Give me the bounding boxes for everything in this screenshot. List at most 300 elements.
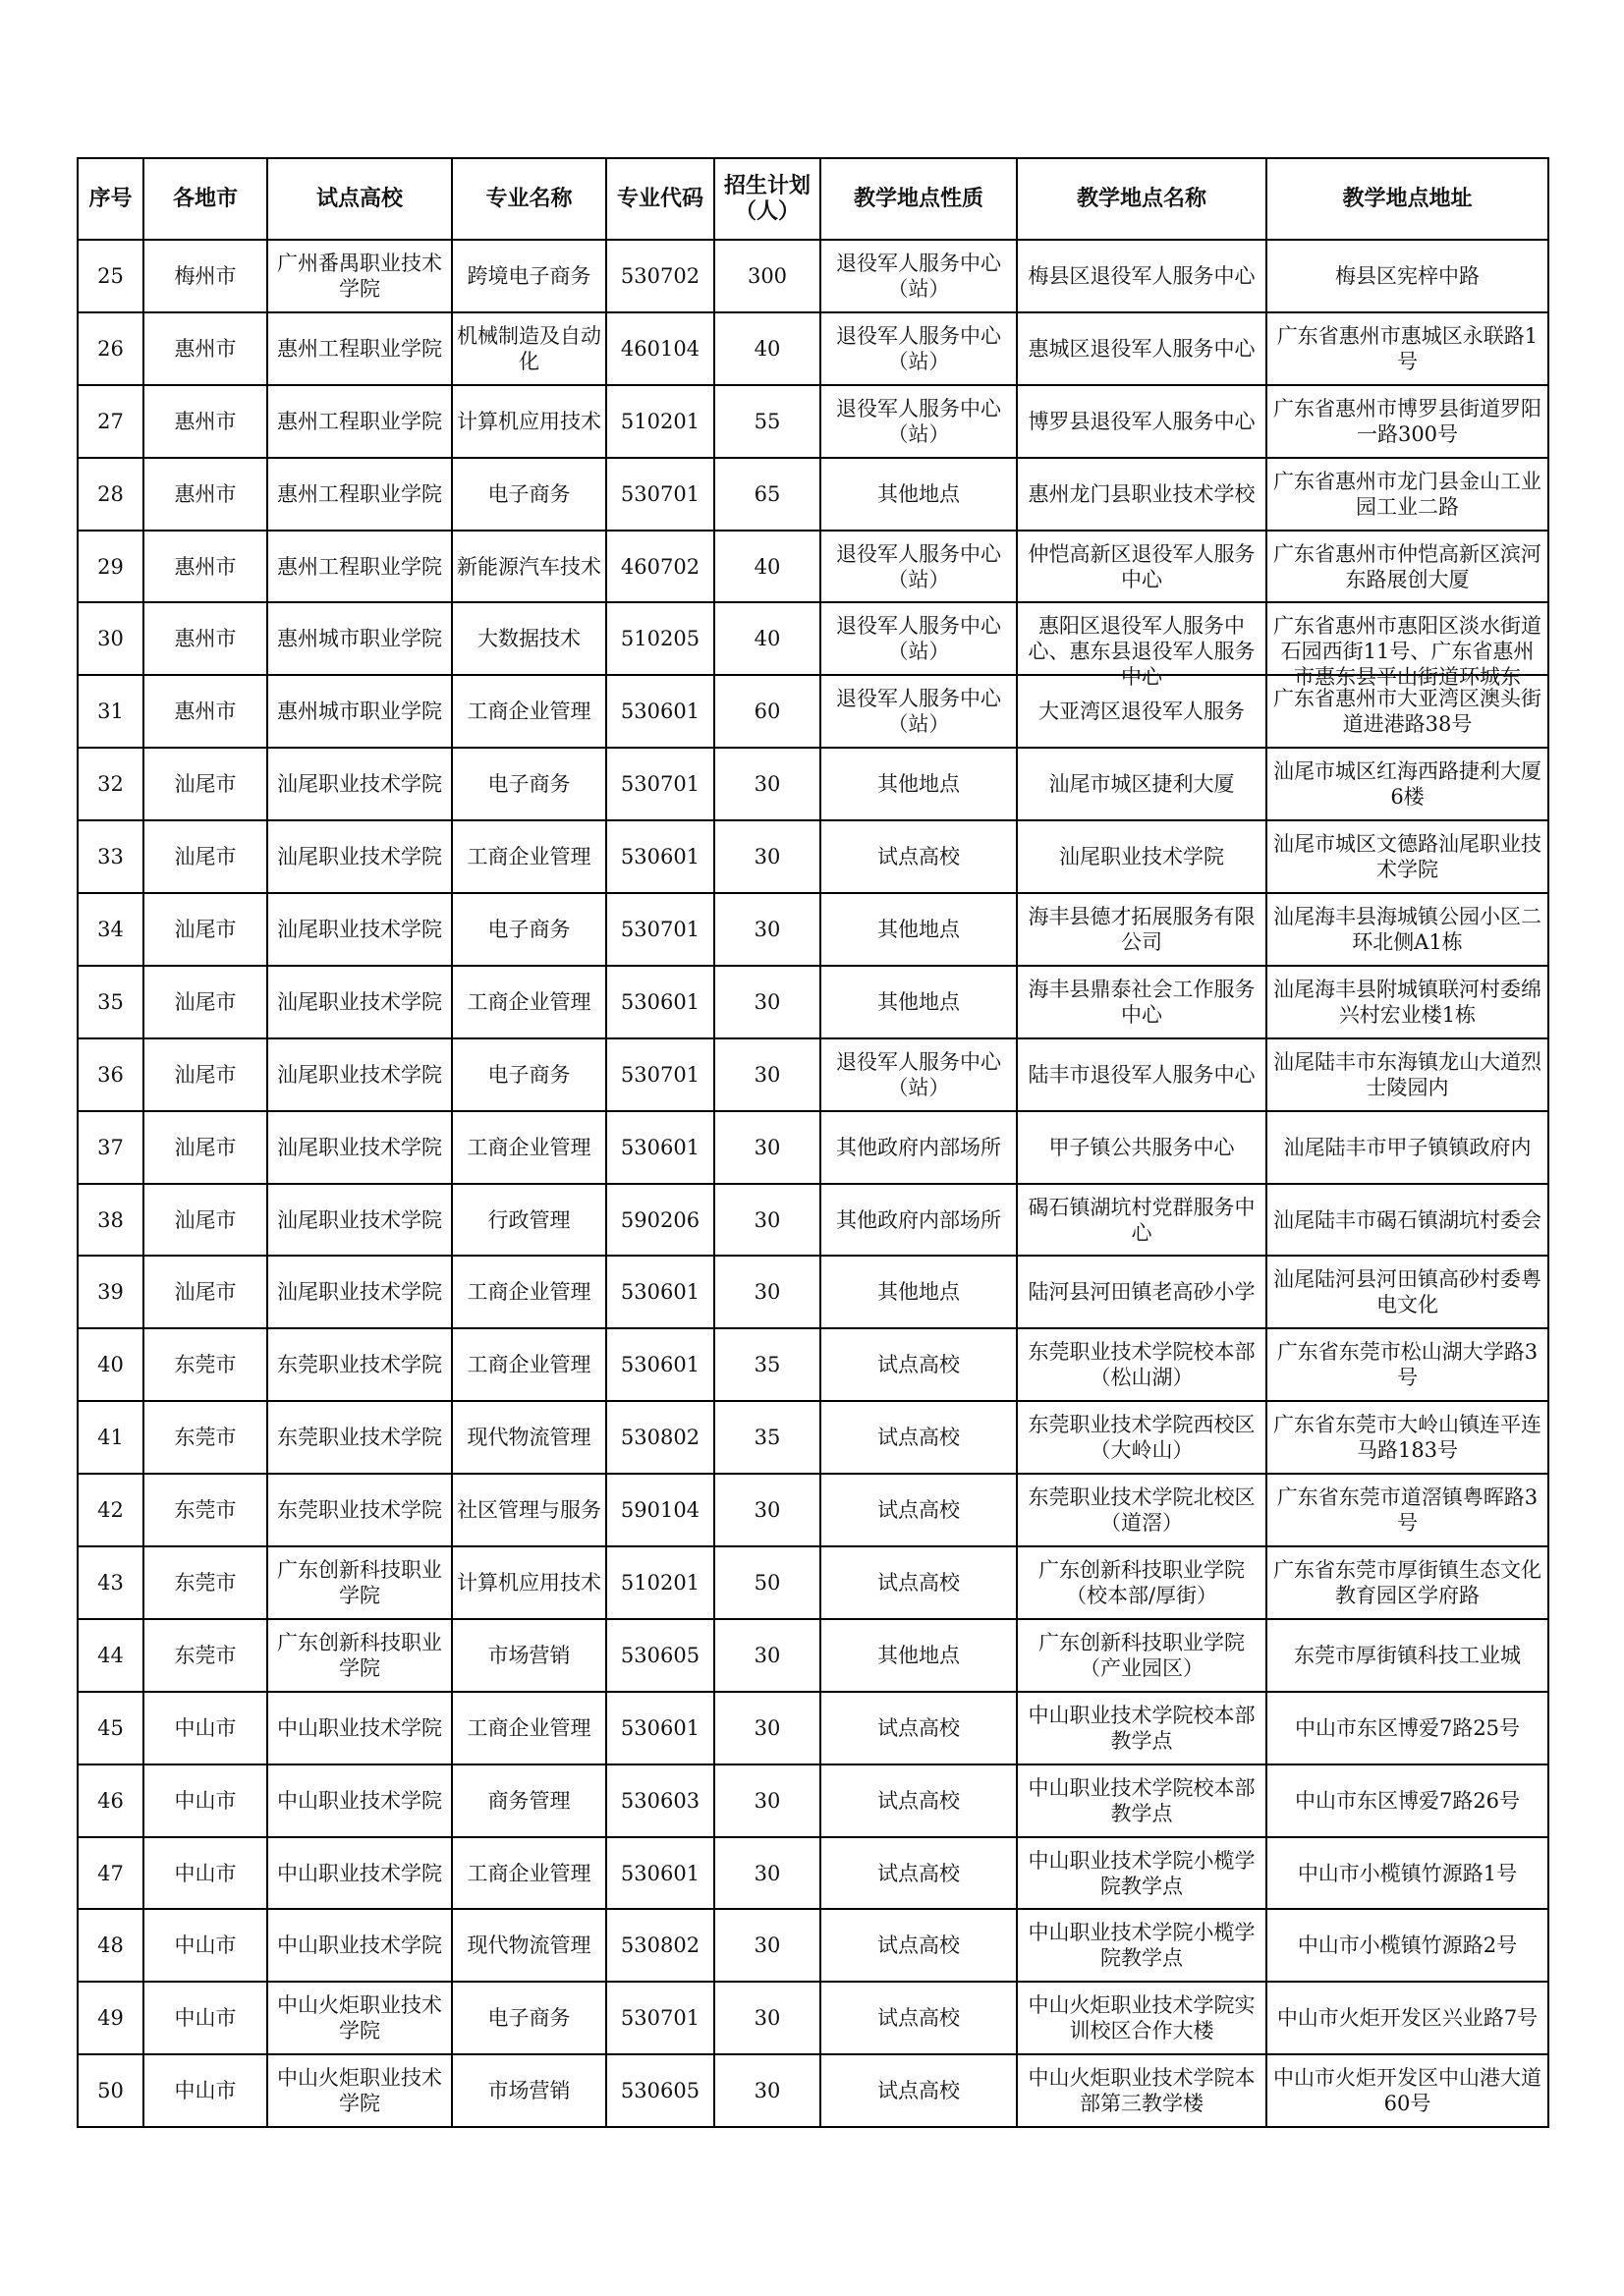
- cell-site-name: [1017, 312, 1266, 385]
- header-major-name: 专业名称: [452, 158, 606, 240]
- cell-site-name: [1017, 602, 1266, 690]
- cell-text: 汕尾市: [174, 1062, 237, 1087]
- cell-city: [143, 1184, 267, 1257]
- cell-text: 530601: [620, 989, 700, 1014]
- cell-seq: [78, 385, 143, 458]
- cell-text: 退役军人服务中心（站）: [836, 687, 1001, 737]
- cell-text: 退役军人服务中心（站）: [836, 1049, 1001, 1099]
- cell-text: 汕尾陆河县河田镇高砂村委粤电文化: [1273, 1267, 1541, 1317]
- table-row: [78, 1038, 1548, 1111]
- cell-text: 东莞职业技术学院: [277, 1353, 442, 1377]
- cell-text: 590104: [620, 1498, 700, 1523]
- cell-text: 510205: [620, 627, 700, 651]
- cell-text: 30: [754, 1498, 781, 1523]
- cell-city: [143, 820, 267, 893]
- cell-text: 中山市东区博爱7路26号: [1294, 1788, 1521, 1813]
- cell-site-address: [1266, 1256, 1548, 1328]
- header-pilot-college: 试点高校: [267, 158, 452, 240]
- cell-text: 530701: [620, 917, 700, 941]
- cell-text: 中山市小榄镇竹源路2号: [1297, 1933, 1518, 1958]
- cell-text: 26: [97, 336, 124, 361]
- cell-text: 30: [754, 989, 781, 1014]
- cell-site-type: [820, 312, 1017, 385]
- cell-site-type: [820, 1837, 1017, 1910]
- cell-text: 广东省东莞市大岭山镇连平连马路183号: [1273, 1413, 1541, 1463]
- cell-city: [143, 748, 267, 820]
- cell-text: 工商企业管理: [467, 1861, 591, 1885]
- cell-major-code: [606, 1401, 714, 1474]
- cell-city: [143, 1909, 267, 1982]
- cell-site-name: [1017, 240, 1266, 312]
- cell-site-type: [820, 1256, 1017, 1328]
- cell-seq: [78, 1256, 143, 1328]
- header-seq: 序号: [78, 158, 143, 240]
- cell-text: 30: [754, 1861, 781, 1885]
- cell-text: 30: [754, 1643, 781, 1667]
- cell-text: 38: [97, 1207, 124, 1232]
- cell-text: 广东省惠州市惠城区永联路1号: [1276, 323, 1539, 373]
- cell-major-name: [452, 1401, 606, 1474]
- cell-text: 530601: [620, 1353, 700, 1377]
- cell-site-address: [1266, 1111, 1548, 1184]
- cell-text: 退役军人服务中心（站）: [836, 396, 1001, 446]
- cell-text: 汕尾市: [174, 845, 237, 869]
- cell-pilot-college: [267, 1474, 452, 1546]
- cell-site-name: [1017, 1111, 1266, 1184]
- header-site-address: 教学地点地址: [1266, 158, 1548, 240]
- cell-text: 其他政府内部场所: [836, 1135, 1001, 1159]
- cell-text: 中山职业技术学院: [277, 1861, 442, 1885]
- table-row: [78, 893, 1548, 966]
- cell-seq: [78, 1546, 143, 1619]
- cell-site-type: [820, 1328, 1017, 1401]
- cell-text: 试点高校: [877, 1498, 960, 1523]
- cell-pilot-college: [267, 1256, 452, 1328]
- cell-seq: [78, 820, 143, 893]
- cell-text: 东莞市: [174, 1426, 237, 1450]
- cell-major-name: [452, 2054, 606, 2127]
- cell-text: 中山职业技术学院: [277, 1788, 442, 1813]
- cell-site-name: [1017, 1837, 1266, 1910]
- cell-enroll-plan: [714, 240, 820, 312]
- cell-text: 现代物流管理: [467, 1426, 591, 1450]
- cell-text: 530802: [620, 1933, 700, 1958]
- cell-major-name: [452, 1982, 606, 2054]
- cell-text: 电子商务: [487, 917, 571, 941]
- cell-text: 工商企业管理: [467, 1353, 591, 1377]
- cell-enroll-plan: [714, 1111, 820, 1184]
- cell-text: 其他地点: [877, 481, 960, 506]
- cell-site-type: [820, 531, 1017, 603]
- cell-text: 30: [754, 1062, 781, 1087]
- cell-site-address: [1266, 2054, 1548, 2127]
- cell-text: 530802: [620, 1426, 700, 1450]
- table-row: [78, 1619, 1548, 1692]
- cell-city: [143, 1837, 267, 1910]
- cell-text: 中山市小榄镇竹源路1号: [1297, 1861, 1518, 1885]
- cell-enroll-plan: [714, 1619, 820, 1692]
- table-row: [78, 1328, 1548, 1401]
- cell-pilot-college: [267, 2054, 452, 2127]
- cell-city: [143, 1256, 267, 1328]
- cell-text: 40: [754, 554, 781, 579]
- table-body: [78, 240, 1548, 2127]
- table-row: [78, 1764, 1548, 1837]
- cell-text: 30: [754, 1715, 781, 1740]
- cell-site-name: [1017, 1909, 1266, 1982]
- cell-text: 梅州市: [174, 263, 237, 288]
- cell-text: 中山市东区博爱7路25号: [1294, 1715, 1521, 1740]
- cell-city: [143, 1619, 267, 1692]
- table-row: [78, 1909, 1548, 1982]
- cell-enroll-plan: [714, 312, 820, 385]
- header-major-code: 专业代码: [606, 158, 714, 240]
- cell-site-type: [820, 458, 1017, 531]
- table-row: [78, 1837, 1548, 1910]
- cell-pilot-college: [267, 675, 452, 748]
- cell-text: 海丰县鼎泰社会工作服务中心: [1028, 977, 1256, 1027]
- cell-site-type: [820, 602, 1017, 675]
- cell-major-code: [606, 1038, 714, 1111]
- cell-major-code: [606, 820, 714, 893]
- cell-text: 590206: [620, 1207, 700, 1232]
- cell-text: 电子商务: [487, 772, 571, 797]
- cell-text: 中山市火炬开发区中山港大道60号: [1273, 2066, 1541, 2116]
- cell-enroll-plan: [714, 1184, 820, 1257]
- cell-text: 试点高校: [877, 1570, 960, 1595]
- cell-text: 广州番禺职业技术学院: [277, 251, 442, 301]
- cell-text: 55: [754, 409, 781, 433]
- cell-text: 36: [97, 1062, 124, 1087]
- cell-pilot-college: [267, 1328, 452, 1401]
- cell-text: 中山市: [174, 1933, 237, 1958]
- cell-text: 50: [754, 1570, 781, 1595]
- cell-text: 东莞市: [174, 1498, 237, 1523]
- cell-text: 中山市: [174, 1715, 237, 1740]
- cell-site-name: [1017, 531, 1266, 603]
- cell-text: 汕尾市城区文德路汕尾职业技术学院: [1273, 832, 1541, 882]
- cell-enroll-plan: [714, 1909, 820, 1982]
- cell-site-type: [820, 1546, 1017, 1619]
- table-row: [78, 1692, 1548, 1764]
- cell-pilot-college: [267, 1111, 452, 1184]
- cell-text: 惠城区退役军人服务中心: [1028, 336, 1256, 361]
- cell-city: [143, 240, 267, 312]
- cell-city: [143, 1111, 267, 1184]
- cell-text: 工商企业管理: [467, 989, 591, 1014]
- cell-text: 30: [754, 1280, 781, 1305]
- cell-city: [143, 1692, 267, 1764]
- cell-text: 广东省东莞市松山湖大学路3号: [1276, 1340, 1539, 1390]
- cell-enroll-plan: [714, 1256, 820, 1328]
- cell-text: 汕尾市: [174, 917, 237, 941]
- cell-text: 530601: [620, 1715, 700, 1740]
- cell-text: 45: [97, 1715, 124, 1740]
- cell-text: 其他政府内部场所: [836, 1207, 1001, 1232]
- cell-site-address: [1266, 820, 1548, 893]
- cell-text: 汕尾海丰县附城镇联河村委绵兴村宏业楼1栋: [1273, 977, 1541, 1027]
- cell-text: 电子商务: [487, 2006, 571, 2031]
- cell-text: 40: [97, 1353, 124, 1377]
- cell-major-name: [452, 1619, 606, 1692]
- cell-text: 惠州市: [174, 700, 237, 724]
- table-row: [78, 966, 1548, 1038]
- cell-enroll-plan: [714, 966, 820, 1038]
- cell-text: 东莞职业技术学院: [277, 1426, 442, 1450]
- cell-text: 惠州工程职业学院: [277, 481, 442, 506]
- cell-site-address: [1266, 1619, 1548, 1692]
- cell-text: 东莞职业技术学院: [277, 1498, 442, 1523]
- cell-seq: [78, 748, 143, 820]
- cell-text: 中山火炬职业技术学院: [277, 2066, 442, 2116]
- cell-text: 30: [754, 2006, 781, 2031]
- cell-pilot-college: [267, 1184, 452, 1257]
- cell-text: 汕尾陆丰市碣石镇湖坑村委会: [1273, 1207, 1541, 1232]
- cell-text: 30: [754, 1788, 781, 1813]
- cell-seq: [78, 1909, 143, 1982]
- cell-major-code: [606, 1256, 714, 1328]
- table-row: [78, 312, 1548, 385]
- cell-text: 510201: [620, 1570, 700, 1595]
- cell-site-name: [1017, 1546, 1266, 1619]
- cell-text: 行政管理: [487, 1207, 571, 1232]
- cell-text: 30: [754, 1135, 781, 1159]
- cell-text: 汕尾职业技术学院: [277, 1207, 442, 1232]
- cell-major-name: [452, 1909, 606, 1982]
- cell-text: 530603: [620, 1788, 700, 1813]
- cell-text: 梅县区宪梓中路: [1335, 263, 1480, 288]
- cell-text: 其他地点: [877, 1643, 960, 1667]
- cell-text: 30: [97, 627, 124, 651]
- cell-site-address: [1266, 1837, 1548, 1910]
- cell-site-type: [820, 1111, 1017, 1184]
- cell-text: 社区管理与服务: [457, 1498, 601, 1523]
- cell-site-name: [1017, 1256, 1266, 1328]
- cell-text: 汕尾职业技术学院: [277, 1280, 442, 1305]
- cell-seq: [78, 1401, 143, 1474]
- cell-text: 42: [97, 1498, 124, 1523]
- cell-text: 31: [97, 700, 124, 724]
- cell-text: 汕尾陆丰市甲子镇镇政府内: [1283, 1135, 1532, 1159]
- cell-text: 试点高校: [877, 1715, 960, 1740]
- cell-site-address: [1266, 893, 1548, 966]
- cell-enroll-plan: [714, 748, 820, 820]
- table-row: [78, 531, 1548, 603]
- cell-text: 530605: [620, 2079, 700, 2103]
- cell-major-name: [452, 385, 606, 458]
- cell-city: [143, 1546, 267, 1619]
- cell-text: 广东创新科技职业学院: [277, 1557, 442, 1607]
- cell-site-address: [1266, 1764, 1548, 1837]
- cell-site-type: [820, 1764, 1017, 1837]
- cell-text: 汕尾职业技术学院: [277, 989, 442, 1014]
- cell-text: 汕尾海丰县海城镇公园小区二环北侧A1栋: [1273, 904, 1541, 954]
- cell-text: 试点高校: [877, 1861, 960, 1885]
- cell-text: 30: [754, 845, 781, 869]
- cell-text: 惠州城市职业学院: [277, 700, 442, 724]
- cell-major-name: [452, 602, 606, 675]
- cell-major-code: [606, 1184, 714, 1257]
- cell-text: 34: [97, 917, 124, 941]
- cell-text: 530601: [620, 1280, 700, 1305]
- cell-major-code: [606, 312, 714, 385]
- cell-pilot-college: [267, 602, 452, 675]
- cell-text: 汕尾市: [174, 989, 237, 1014]
- header-city: 各地市: [143, 158, 267, 240]
- cell-text: 44: [97, 1643, 124, 1667]
- cell-text: 汕尾职业技术学院: [1059, 845, 1224, 869]
- cell-city: [143, 385, 267, 458]
- cell-text: 广东创新科技职业学院（产业园区）: [1038, 1630, 1245, 1680]
- cell-site-type: [820, 240, 1017, 312]
- cell-site-name: [1017, 1328, 1266, 1401]
- cell-text: 大亚湾区退役军人服务: [1038, 700, 1245, 724]
- cell-pilot-college: [267, 1692, 452, 1764]
- cell-seq: [78, 1764, 143, 1837]
- table-header-row: [78, 158, 1548, 240]
- cell-text: 汕尾市: [174, 772, 237, 797]
- cell-text: 中山职业技术学院小榄学院教学点: [1028, 1848, 1256, 1898]
- cell-text: 东莞市: [174, 1570, 237, 1595]
- cell-text: 广东创新科技职业学院: [277, 1630, 442, 1680]
- cell-seq: [78, 1982, 143, 2054]
- cell-site-type: [820, 385, 1017, 458]
- cell-site-address: [1266, 602, 1548, 690]
- cell-major-code: [606, 1837, 714, 1910]
- cell-enroll-plan: [714, 1474, 820, 1546]
- cell-text: 41: [97, 1426, 124, 1450]
- cell-major-code: [606, 1619, 714, 1692]
- cell-text: 试点高校: [877, 2079, 960, 2103]
- cell-major-name: [452, 1111, 606, 1184]
- cell-text: 65: [754, 481, 781, 506]
- cell-site-address: [1266, 312, 1548, 385]
- cell-text: 40: [754, 336, 781, 361]
- cell-major-code: [606, 675, 714, 748]
- header-site-type: 教学地点性质: [820, 158, 1017, 240]
- cell-text: 东莞市: [174, 1353, 237, 1377]
- cell-text: 试点高校: [877, 1933, 960, 1958]
- cell-text: 惠阳区退役军人服务中心、惠东县退役军人服务中心: [1028, 614, 1256, 690]
- cell-city: [143, 675, 267, 748]
- cell-text: 530701: [620, 772, 700, 797]
- cell-text: 广东省东莞市道滘镇粤晖路3号: [1276, 1485, 1539, 1536]
- cell-major-code: [606, 531, 714, 603]
- cell-city: [143, 893, 267, 966]
- cell-site-address: [1266, 458, 1548, 531]
- cell-enroll-plan: [714, 1401, 820, 1474]
- cell-text: 惠州工程职业学院: [277, 336, 442, 361]
- cell-site-name: [1017, 1038, 1266, 1111]
- cell-text: 中山火炬职业技术学院本部第三教学楼: [1028, 2066, 1256, 2116]
- cell-major-name: [452, 966, 606, 1038]
- cell-text: 37: [97, 1135, 124, 1159]
- cell-major-code: [606, 458, 714, 531]
- cell-text: 广东省东莞市厚街镇生态文化教育园区学府路: [1273, 1557, 1541, 1607]
- cell-site-address: [1266, 1401, 1548, 1474]
- cell-text: 48: [97, 1933, 124, 1958]
- cell-text: 510201: [620, 409, 700, 433]
- cell-seq: [78, 1619, 143, 1692]
- cell-seq: [78, 893, 143, 966]
- cell-pilot-college: [267, 1909, 452, 1982]
- cell-site-type: [820, 675, 1017, 748]
- cell-text: 陆丰市退役军人服务中心: [1028, 1062, 1256, 1087]
- cell-seq: [78, 1328, 143, 1401]
- table-row: [78, 1474, 1548, 1546]
- cell-city: [143, 312, 267, 385]
- cell-major-name: [452, 1184, 606, 1257]
- cell-site-type: [820, 1038, 1017, 1111]
- cell-text: 工商企业管理: [467, 1280, 591, 1305]
- table-row: [78, 820, 1548, 893]
- cell-major-code: [606, 966, 714, 1038]
- cell-text: 中山职业技术学院小榄学院教学点: [1028, 1921, 1256, 1971]
- cell-pilot-college: [267, 1619, 452, 1692]
- cell-site-type: [820, 1982, 1017, 2054]
- cell-text: 试点高校: [877, 1788, 960, 1813]
- cell-text: 530701: [620, 1062, 700, 1087]
- cell-text: 工商企业管理: [467, 700, 591, 724]
- cell-major-name: [452, 1546, 606, 1619]
- cell-site-name: [1017, 1401, 1266, 1474]
- cell-text: 33: [97, 845, 124, 869]
- cell-text: 30: [754, 1933, 781, 1958]
- cell-enroll-plan: [714, 385, 820, 458]
- cell-site-name: [1017, 1692, 1266, 1764]
- table-row: [78, 385, 1548, 458]
- cell-enroll-plan: [714, 1038, 820, 1111]
- cell-site-address: [1266, 1038, 1548, 1111]
- cell-major-name: [452, 748, 606, 820]
- cell-city: [143, 1038, 267, 1111]
- cell-enroll-plan: [714, 1837, 820, 1910]
- cell-major-code: [606, 1909, 714, 1982]
- cell-text: 商务管理: [487, 1788, 571, 1813]
- cell-text: 530601: [620, 1861, 700, 1885]
- cell-major-name: [452, 1256, 606, 1328]
- cell-enroll-plan: [714, 458, 820, 531]
- cell-text: 530601: [620, 845, 700, 869]
- cell-site-address: [1266, 1546, 1548, 1619]
- cell-text: 现代物流管理: [467, 1933, 591, 1958]
- cell-major-code: [606, 1474, 714, 1546]
- cell-site-name: [1017, 748, 1266, 820]
- cell-pilot-college: [267, 1401, 452, 1474]
- cell-enroll-plan: [714, 820, 820, 893]
- cell-text: 460104: [620, 336, 700, 361]
- table-row: [78, 1256, 1548, 1328]
- cell-text: 49: [97, 2006, 124, 2031]
- cell-text: 梅县区退役军人服务中心: [1028, 263, 1256, 288]
- cell-city: [143, 602, 267, 675]
- cell-pilot-college: [267, 748, 452, 820]
- cell-enroll-plan: [714, 1692, 820, 1764]
- cell-site-type: [820, 893, 1017, 966]
- cell-text: 汕尾职业技术学院: [277, 1135, 442, 1159]
- cell-site-type: [820, 748, 1017, 820]
- cell-text: 汕尾市城区红海西路捷利大厦6楼: [1273, 759, 1541, 810]
- cell-text: 惠州市: [174, 481, 237, 506]
- cell-seq: [78, 1692, 143, 1764]
- cell-major-name: [452, 1038, 606, 1111]
- cell-pilot-college: [267, 820, 452, 893]
- cell-pilot-college: [267, 531, 452, 603]
- cell-pilot-college: [267, 385, 452, 458]
- cell-city: [143, 966, 267, 1038]
- cell-text: 50: [97, 2079, 124, 2103]
- cell-major-code: [606, 893, 714, 966]
